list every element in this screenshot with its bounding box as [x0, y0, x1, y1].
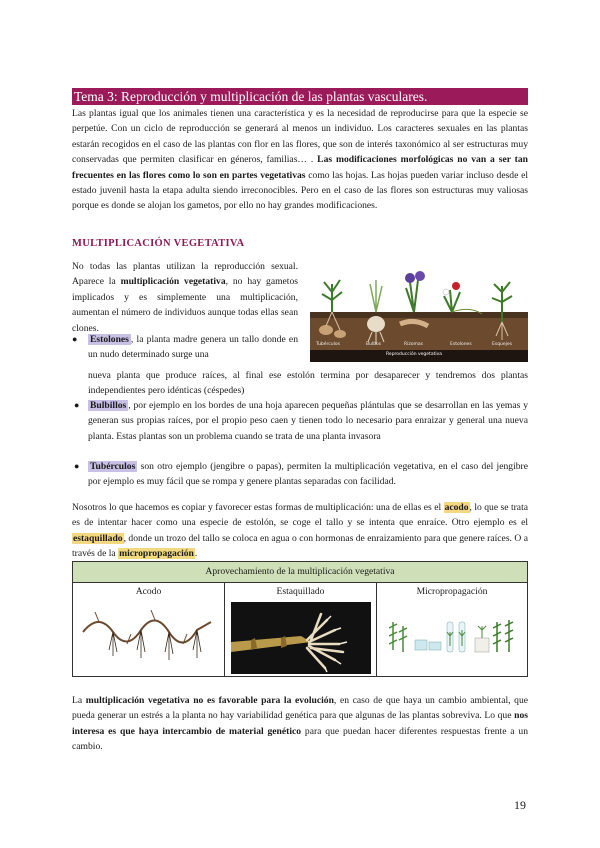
estolones-term: Estolones	[90, 334, 129, 345]
figure-illustration	[310, 262, 528, 362]
veg-text-2: , no hay gametos implicados y es simplemente una multiplicación, aumentan el número de individuos aunque todas ellas sean clones.	[72, 276, 298, 334]
bullet-estolones	[72, 332, 298, 363]
table-column-estaquillado	[225, 582, 377, 677]
section-heading: MULTIPLICACIÓN VEGETATIVA	[72, 238, 245, 249]
micropropagacion-image	[383, 602, 521, 672]
vegetative-paragraph	[72, 259, 298, 336]
bullet-dot-icon: ●	[74, 461, 80, 471]
micropropagacion-term: micropropagación	[119, 548, 194, 560]
closing-bold-2: nos interesa es que haya intercambio de material genético	[72, 710, 528, 737]
figure-label-4: Estolones	[450, 342, 472, 347]
estolones-text-1: , la planta madre genera un tallo donde en un nudo determinado surge una	[88, 334, 298, 361]
veg-text-1: No todas las plantas utilizan la reproducción sexual. Aparece la	[72, 261, 298, 288]
table-column-micropropagacion	[377, 582, 527, 677]
bullet-estolones-continued: nueva planta que produce raíces, al final ese estolón termina por desaparecer y tendremos dos plantas independientes pero idénticas (céspedes)	[88, 370, 528, 397]
closing-text-3: para que puedan hacer diferentes respuestas frente a un cambio.	[72, 725, 528, 753]
intro-text-1: Las plantas igual que los animales tienen una característica y es la necesidad de reproducirse para que la especie se perpetúe. Con un ciclo de reproducción se generará al menos un individuo. Los caracteres sexuales en las plantas estarán recogidos en el caso de las plantas con flor en las flores, que son de interés taxonómico al ser estructuras muy conservadas que permiten clasificar en géneros, familias… .	[72, 108, 528, 166]
page-number: 19	[514, 798, 526, 812]
nosotros-text-2: , lo que se trata es de intentar hacer como una especie de estolón, se coge el tallo y se intenta que enraíce. Otro ejemplo es el	[72, 502, 528, 529]
chapter-title: Tema 3: Reproducción y multiplicación de las plantas vasculares.	[72, 88, 528, 105]
column-label: Estaquillado	[276, 586, 325, 597]
table-column-acodo	[73, 582, 225, 677]
tuberculos-term: Tubérculos	[90, 461, 136, 472]
closing-paragraph	[72, 693, 528, 755]
bullet-tuberculos	[72, 459, 528, 490]
bullet-dot-icon: ●	[74, 400, 80, 410]
acodo-image	[79, 602, 217, 672]
nosotros-paragraph	[72, 500, 528, 562]
table-header: Aprovechamiento de la multiplicación vegetativa	[73, 562, 527, 583]
figure-caption: Reproducción vegetativa	[386, 352, 443, 357]
vegetative-reproduction-figure	[310, 262, 528, 362]
figure-label-5: Esquejes	[492, 342, 513, 347]
estaquillado-term: estaquillado	[73, 532, 123, 544]
intro-text-2: como las hojas. Las hojas pueden variar incluso desde el estado juvenil hasta la etapa adulta siendo irreconocibles. Pero en el caso de las flores son estructuras muy valiosas porque es donde se alojan los gametos, por ello no hay grandes modificaciones.	[72, 169, 529, 212]
intro-paragraph	[72, 106, 528, 214]
closing-text-1: La	[72, 695, 86, 706]
bulbillos-text: , por ejemplo en los bordes de una hoja aparecen pequeñas plántulas que se desarrollan en las yemas y generan sus propias raíces, por el propio peso caen y tienen todo lo necesario para enraizar y general una nueva planta. Estas plantas son un problema cuando se trata de una planta invasora	[88, 400, 528, 442]
nosotros-text-1: Nosotros lo que hacemos es copiar y favorecer estas formas de multiplicación: una de ellas es el	[72, 502, 444, 513]
intro-bold: Las modificaciones morfológicas no van a ser tan frecuentes en las flores como lo son en partes vegetativas	[72, 154, 528, 181]
bulbillos-term: Bulbillos	[90, 400, 127, 411]
bullet-bulbillos	[72, 398, 528, 444]
figure-label-1: Tubérculos	[316, 342, 340, 347]
column-label: Micropropagación	[416, 586, 488, 597]
column-label: Acodo	[135, 586, 162, 597]
nosotros-text-3: , donde un trozo del tallo se coloca en agua o con hormonas de enraizamiento para que genere raíces. O a través de la	[72, 532, 528, 560]
bullet-dot-icon: ●	[72, 334, 78, 344]
acodo-term: acodo	[444, 502, 469, 513]
propagation-table	[72, 561, 528, 677]
figure-label-3: Rizomas	[404, 342, 423, 347]
tuberculos-text: son otro ejemplo (jengibre o papas), permiten la multiplicación vegetativa, en el caso del jengibre por ejemplo es muy fácil que se rompa y genere plantas separadas con facilidad.	[88, 461, 528, 488]
estaquillado-image	[231, 602, 371, 674]
veg-bold: multiplicación vegetativa	[120, 276, 226, 288]
figure-label-2: Bulbos	[366, 342, 382, 347]
closing-text-2: , en caso de que haya un cambio ambiental, que pueda generar un estrés a la planta no hay variabilidad genética para que algunas de las plantas sobreviva. Lo que	[72, 695, 528, 722]
nosotros-text-4: .	[194, 548, 198, 560]
closing-bold-1: multiplicación vegetativa no es favorable para la evolución	[85, 695, 334, 706]
